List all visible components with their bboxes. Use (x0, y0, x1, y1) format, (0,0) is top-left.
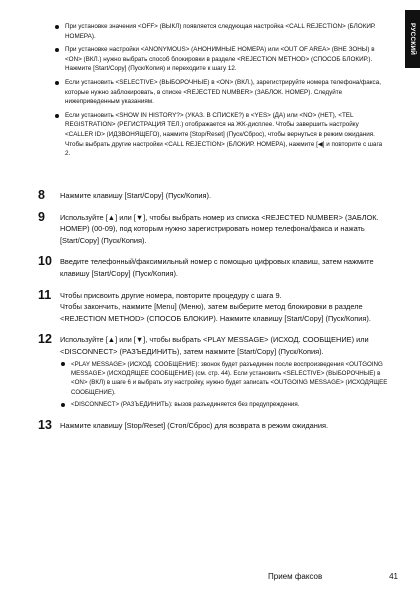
footer-section-title: Прием факсов (268, 572, 323, 581)
page-footer (268, 572, 398, 581)
step-text: Введите телефонный/факсимильный номер с помощью цифровых клавиш, затем нажмите клавишу [Start/Copy] (Пуск/Копия). (60, 257, 374, 278)
step-number: 13 (38, 417, 52, 432)
step-text: Чтобы присвоить другие номера, повторите процедуру с шага 9. (60, 290, 282, 300)
note-item: При установке настройки <ANONYMOUS> (АНОНИМНЫЕ НОМЕРА) или <OUT OF AREA> (ВНЕ ЗОНЫ) в <ON> (ВКЛ.) нужно выбрать способ блокировки в разделе <REJECTION METHOD> (СПОСОБ БЛОКИР.). Нажмите [Start/Copy] (Пуск/Копия) и переходите к шагу 12. (54, 45, 388, 74)
step-12 (38, 334, 390, 409)
step-10 (38, 256, 390, 279)
sub-note-item: <PLAY MESSAGE> (ИСХОД. СООБЩЕНИЕ): звонок будет разъединен после воспроизведения <OUTGOING MESSAGE> (ИСХОДЯЩЕЕ СООБЩЕНИЕ) (см. стр. 44). Если установить <SELECTIVE> (ВЫБОРОЧНЫЕ) в <ON> (ВКЛ) в шаге 6 и выбрать эту настройку, нужно будет записать <OUTGOING MESSAGE> (ИСХОДЯЩЕЕ СООБЩЕНИЕ). (60, 360, 390, 398)
step-number: 10 (38, 254, 52, 269)
step-number: 8 (38, 188, 45, 202)
notes-list (54, 22, 388, 163)
steps-list (38, 190, 390, 441)
step-number: 11 (38, 287, 52, 302)
step-text: Используйте [▲] или [▼], чтобы выбрать номер из списка <REJECTED NUMBER> (ЗАБЛОК. НОМЕР) (00-09), под которым нужно зарегистрировать номер телефона/факса и нажать [Start/Copy] (Пуск/Копия). (60, 212, 379, 245)
step-text: Нажмите клавишу [Stop/Reset] (Стоп/Сброс) для возврата в режим ожидания. (60, 420, 329, 430)
language-tab-label: РУССКИЙ (409, 22, 416, 56)
page-number: 41 (389, 572, 398, 581)
step-number: 12 (38, 332, 52, 347)
step-8 (38, 190, 390, 202)
step-11 (38, 287, 390, 325)
step-9 (38, 209, 390, 247)
step-number: 9 (38, 209, 45, 224)
note-item: Если установить <SELECTIVE> (ВЫБОРОЧНЫЕ) в <ON> (ВКЛ.), зарегистрируйте номера телефона/факса, которые нужно заблокировать, в списке <REJECTED NUMBER> (ЗАБЛОК. НОМЕР). Следуйте нижеприведенным указаниям. (54, 78, 388, 107)
step-text: Нажмите клавишу [Start/Copy] (Пуск/Копия). (60, 191, 212, 200)
sub-note-item: <DISCONNECT> (РАЗЪЕДИНИТЬ): вызов разъединяется без предупреждения. (60, 400, 390, 409)
note-item: При установке значения <OFF> (ВЫКЛ) появляется следующая настройка <CALL REJECTION> (БЛОКИР. НОМЕРА). (54, 22, 388, 41)
step-13 (38, 417, 390, 432)
language-tab (405, 10, 420, 68)
step-text-continued: Чтобы закончить, нажмите [Menu] (Меню), затем выберите метод блокировки в разделе <REJECTION METHOD> (СПОСОБ БЛОКИР). Нажмите клавишу [Start/Copy] (Пуск/Копия). (60, 302, 371, 323)
note-item: Если установить <SHOW IN HISTORY?> (УКАЗ. В СПИСКЕ?) в <YES> (ДА) или <NO> (НЕТ), <TEL REGISTRATION> (РЕГИСТРАЦИЯ ТЕЛ.) отображается на ЖК-дисплее. Чтобы завершить настройку <CALLER ID> (ИДЗВОНЯЩЕГО), нажмите [Stop/Reset] (Пуск/Сброс), чтобы вернуться в режим ожидания. Чтобы выбрать другие настройки <CALL REJECTION> (БЛОКИР. НОМЕРА), нажмите [◀] и повторите с шага 2. (54, 111, 388, 159)
step-text: Используйте [▲] или [▼], чтобы выбрать <PLAY MESSAGE> (ИСХОД. СООБЩЕНИЕ) или <DISCONNECT> (РАЗЪЕДИНИТЬ), затем нажмите [Start/Copy] (Пуск/Копия). (60, 335, 369, 356)
step-sub-notes (60, 360, 390, 410)
